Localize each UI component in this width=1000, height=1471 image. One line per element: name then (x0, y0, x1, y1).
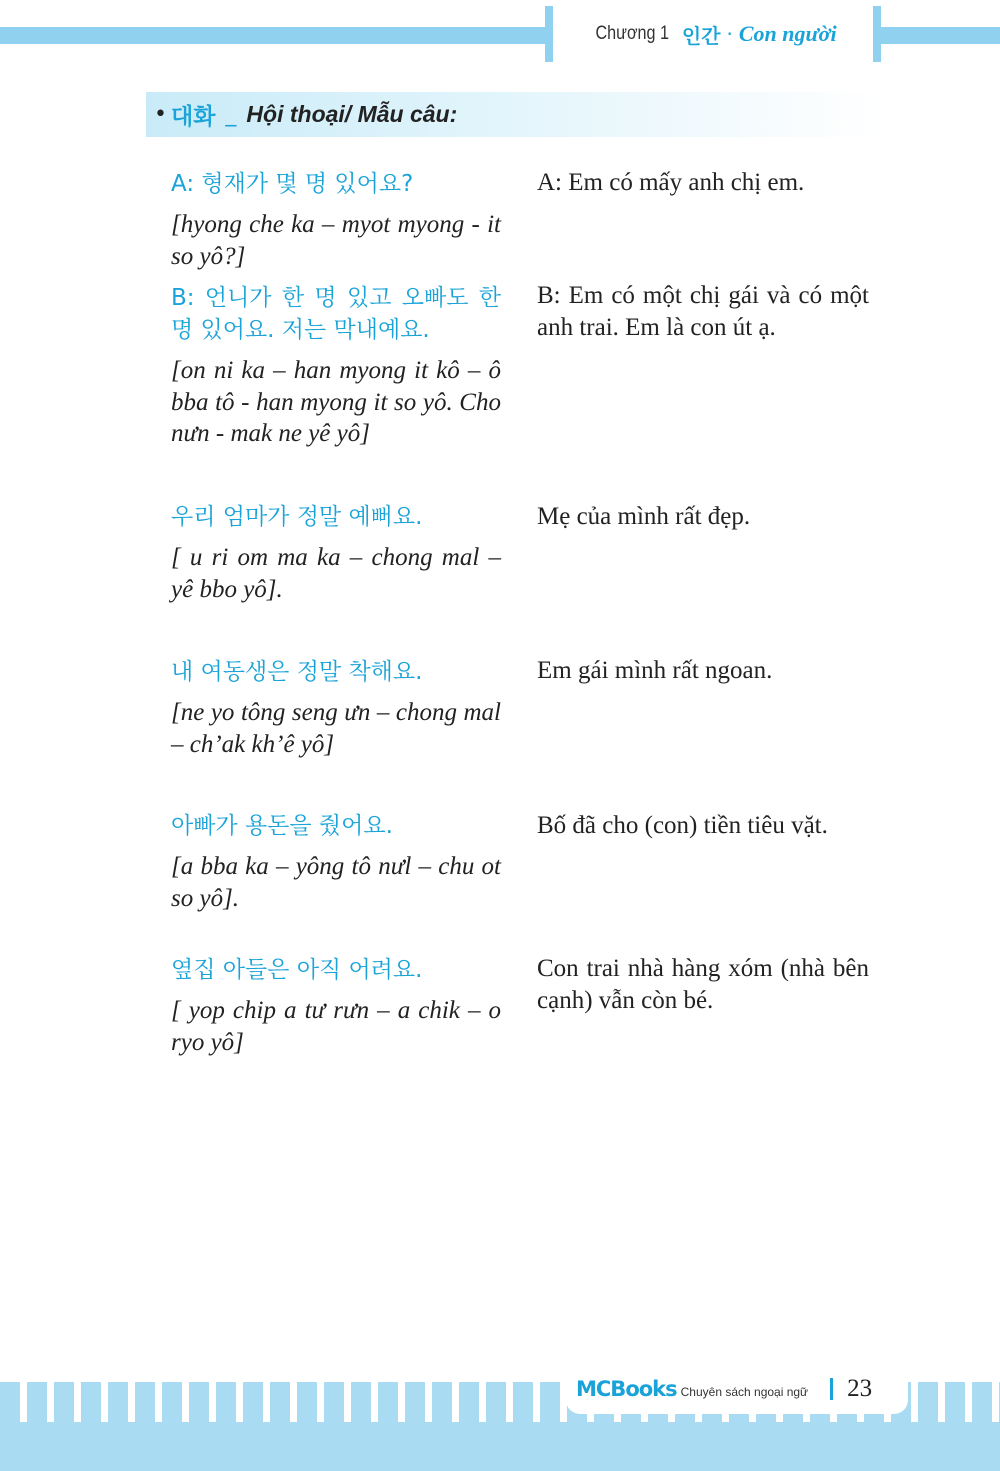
phrase-translation-block (537, 655, 869, 687)
section-title-separator: _ (225, 102, 237, 127)
phrase-translation-block (537, 810, 869, 842)
phrase-translation-block (537, 167, 869, 199)
korean-sentence: 옆집 아들은 아직 어려요. (171, 957, 423, 983)
footer-bottom-band (0, 1422, 1000, 1471)
korean-sentence: 우리 엄마가 정말 예뻐요. (171, 504, 423, 530)
pronunciation-guide: [on ni ka – han myong it kô – ô bba tô - han myong it so yô. Cho nưn - mak ne yê yô] (171, 357, 501, 447)
pronunciation-guide: [ne yo tông seng ưn – chong mal – ch’ak kh’ê yô] (171, 699, 501, 758)
phrase-korean-block (171, 168, 501, 272)
vietnamese-translation: A: Em có mấy anh chị em. (537, 169, 805, 196)
chapter-korean-title: 인간 (681, 23, 721, 48)
chapter-title-separator: · (726, 22, 733, 46)
phrase-korean-block (171, 810, 501, 914)
section-korean-title: 대화 (170, 104, 216, 130)
page-number-divider (830, 1378, 833, 1400)
vietnamese-translation: Bố đã cho (con) tiền tiêu vặt. (537, 812, 828, 839)
vietnamese-translation: Con trai nhà hàng xóm (nhà bên cạnh) vẫn còn bé. (537, 955, 869, 1014)
vietnamese-translation: Em gái mình rất ngoan. (537, 657, 773, 684)
vietnamese-translation: Mẹ của mình rất đẹp. (537, 503, 751, 530)
chapter-header (545, 6, 881, 62)
publisher-logo: MCBooks (576, 1377, 677, 1401)
phrase-korean-block (171, 954, 501, 1058)
section-title-bar (146, 92, 879, 137)
phrase-translation-block (537, 953, 869, 1017)
korean-sentence: 아빠가 용돈을 줬어요. (171, 813, 393, 839)
vietnamese-translation: B: Em có một chị gái và có một anh trai. Em là con út ạ. (537, 282, 869, 341)
phrase-korean-block (171, 501, 501, 605)
footer-brand-box (566, 1364, 908, 1414)
phrase-translation-block (537, 280, 869, 344)
korean-sentence: 내 여동생은 정말 착해요. (171, 659, 423, 685)
pronunciation-guide: [a bba ka – yông tô nưl – chu ot so yô]. (171, 853, 501, 912)
bullet-icon: • (154, 102, 167, 127)
phrase-korean-block (171, 656, 501, 760)
phrase-korean-block (171, 282, 501, 450)
page-number: 23 (847, 1375, 873, 1402)
pronunciation-guide: [hyong che ka – myot myong - it so yô?] (171, 211, 501, 270)
section-vietnamese-title: Hội thoại/ Mẫu câu: (246, 101, 458, 127)
pronunciation-guide: [ u ri om ma ka – chong mal – yê bbo yô]. (171, 544, 501, 603)
korean-sentence: A: 형재가 몇 명 있어요? (171, 171, 414, 197)
pronunciation-guide: [ yop chip a tư rưn – a chik – o ryo yô] (171, 997, 501, 1056)
phrase-translation-block (537, 501, 869, 533)
publisher-tagline: Chuyên sách ngoại ngữ (680, 1385, 809, 1399)
korean-sentence: B: 언니가 한 명 있고 오빠도 한 명 있어요. 저는 막내예요. (171, 285, 501, 343)
chapter-label: Chương 1 (595, 23, 670, 44)
chapter-vietnamese-title: Con người (738, 21, 837, 46)
